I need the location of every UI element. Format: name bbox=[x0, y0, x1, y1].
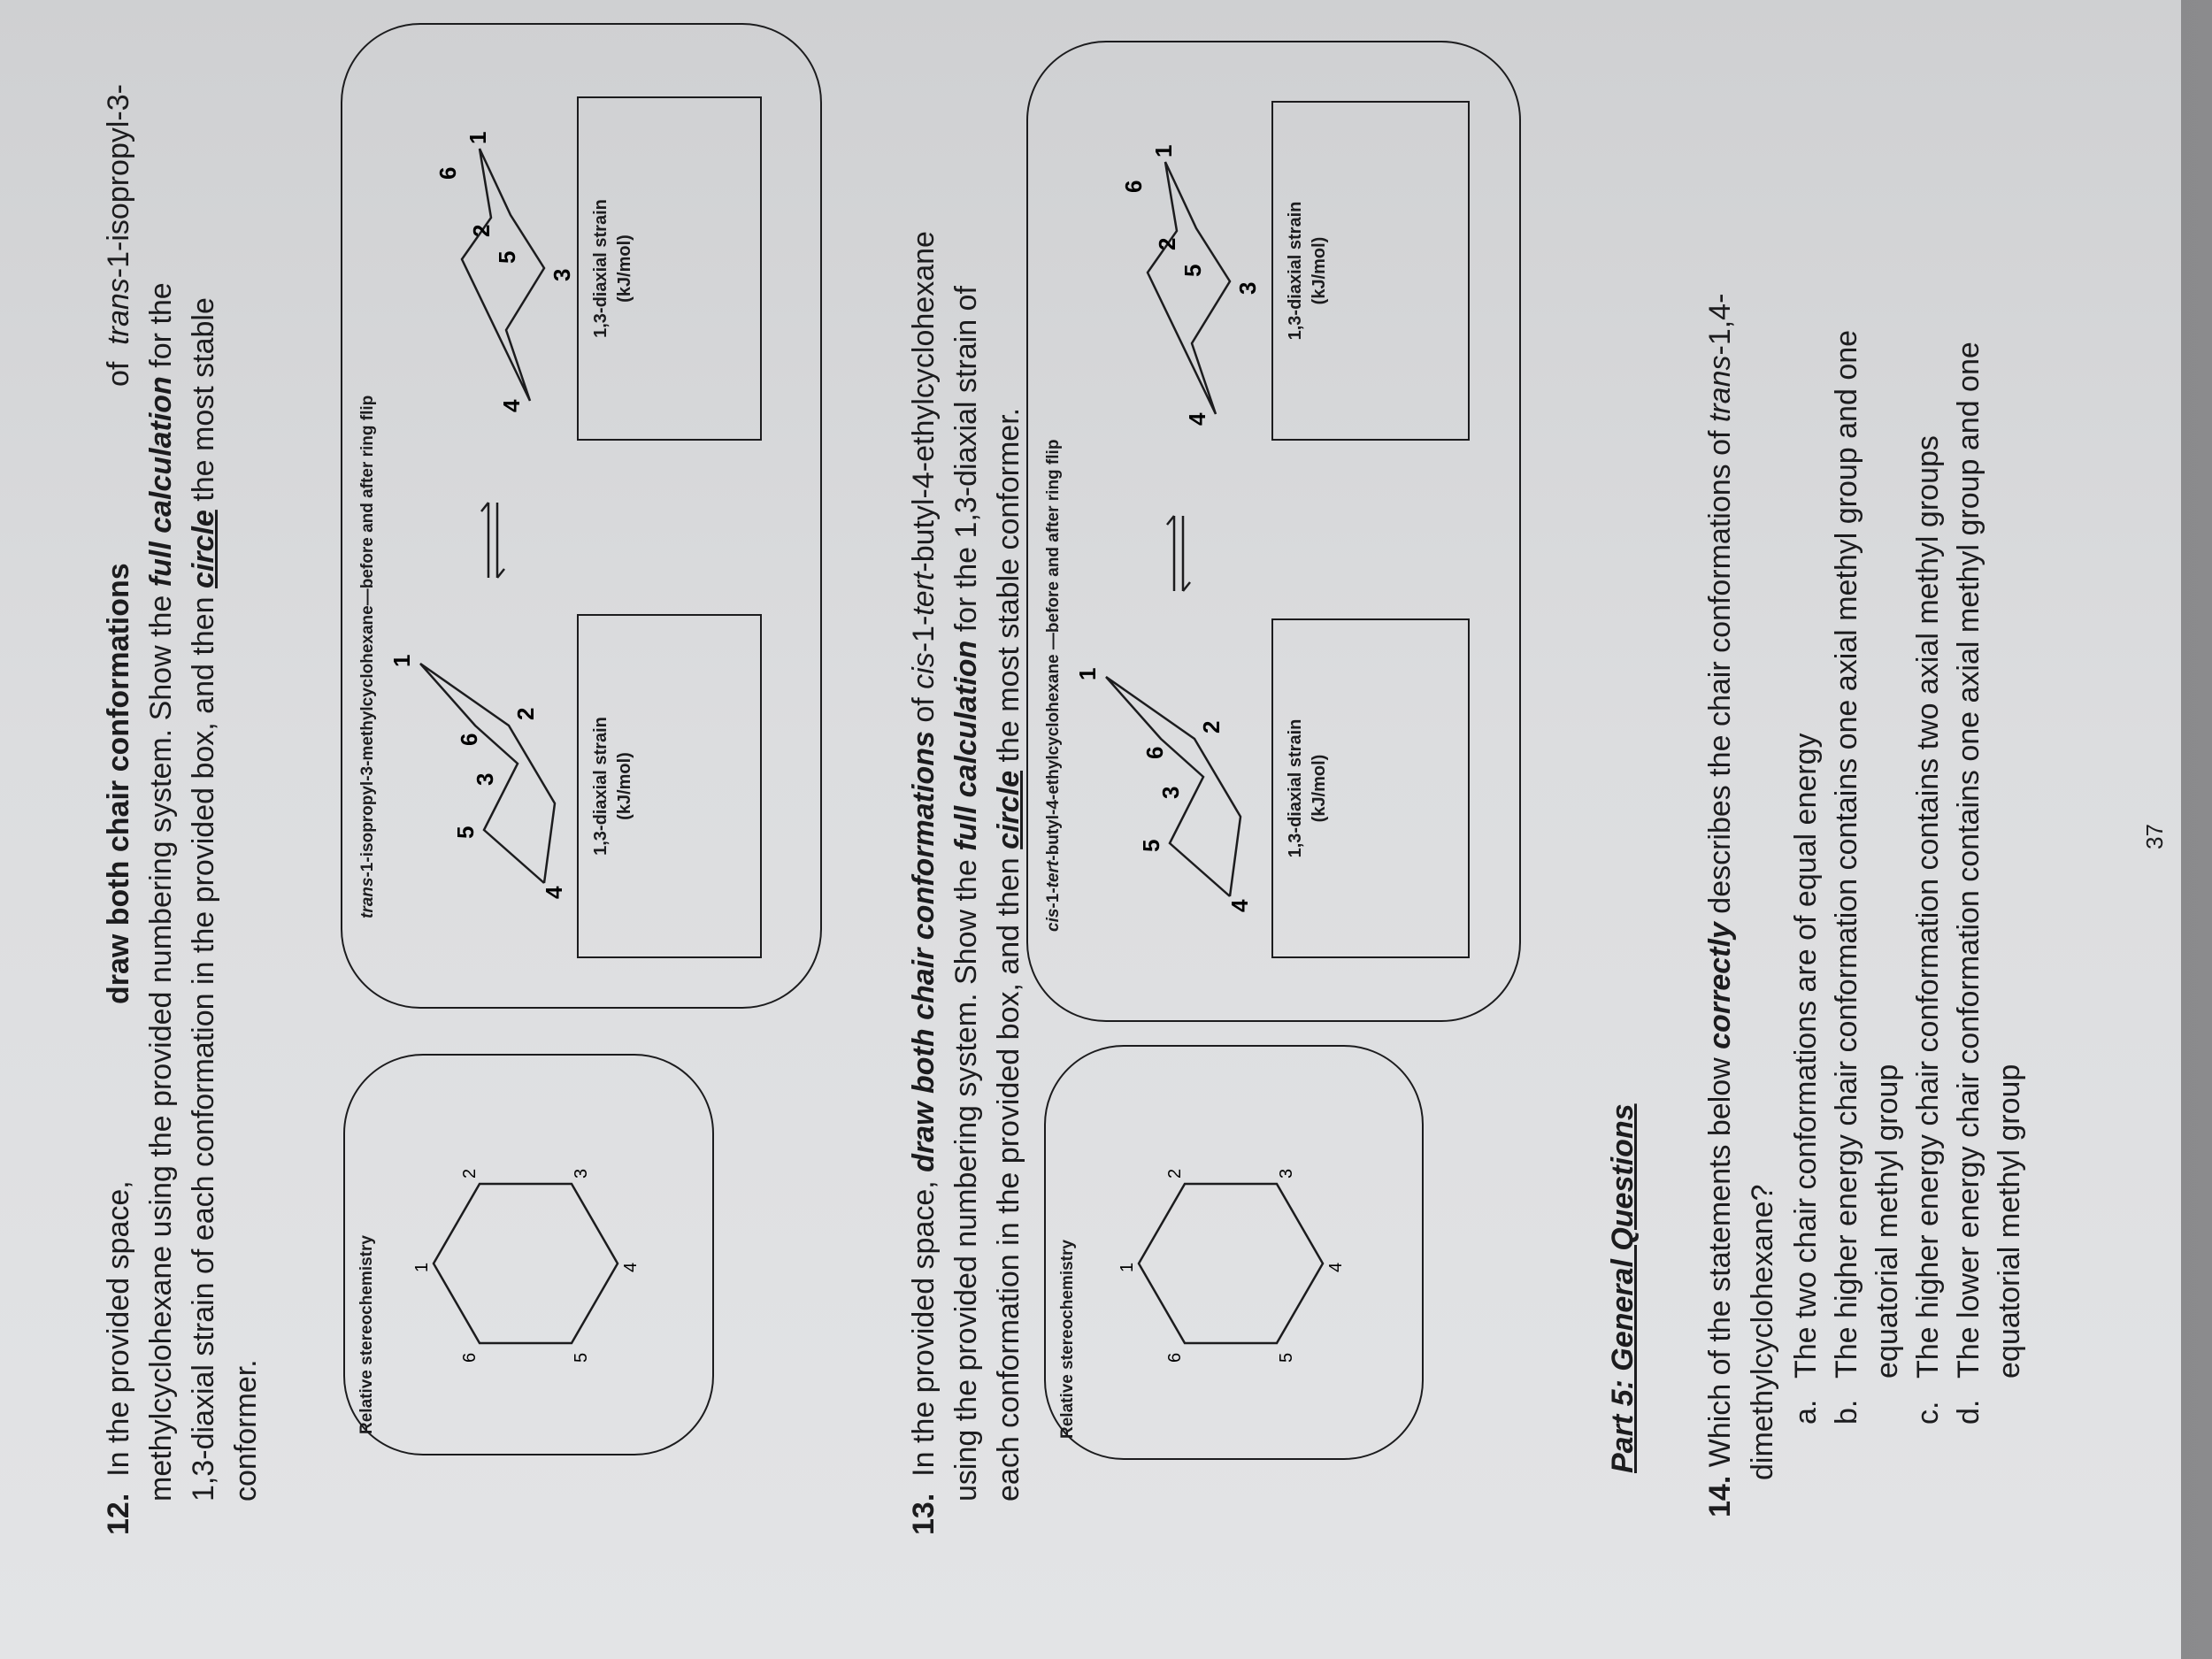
q13-chair-left-3: 3 bbox=[1157, 786, 1184, 799]
q12-line3-b: the most stable bbox=[187, 297, 220, 502]
q12-chair-left-6: 6 bbox=[456, 733, 482, 746]
q12-chair-right-4: 4 bbox=[498, 399, 525, 412]
q12-chair-left-2: 2 bbox=[512, 707, 539, 720]
q12-chair-left-4: 4 bbox=[541, 886, 567, 899]
q12-chair-right-3: 3 bbox=[549, 268, 575, 281]
q12-relative-stereo-box bbox=[343, 1054, 714, 1455]
q13-chair-right-3: 3 bbox=[1234, 281, 1261, 295]
q13-hex-label-4: 4 bbox=[1326, 1262, 1346, 1272]
q12-chair-right-1: 1 bbox=[465, 131, 491, 144]
q14-line2: dimethylcyclohexane? bbox=[1746, 1184, 1779, 1480]
q13-chair-left-4: 4 bbox=[1226, 899, 1253, 912]
q12-line1-a: In the provided space, bbox=[102, 1180, 135, 1477]
page-number: 37 bbox=[2141, 824, 2168, 849]
q13-chair-right-4: 4 bbox=[1184, 412, 1210, 426]
q13-strain-box-right[interactable] bbox=[1271, 101, 1470, 441]
q12-hexagon bbox=[411, 1148, 641, 1379]
q13-number: 13. bbox=[907, 1493, 941, 1535]
q13-chair-left-1: 1 bbox=[1074, 667, 1101, 680]
q13-chair-left bbox=[1074, 668, 1253, 912]
q13-line2-bold: full calculation bbox=[949, 640, 983, 851]
q12-chair-drawings bbox=[387, 104, 590, 918]
q14-number: 14. bbox=[1703, 1475, 1737, 1517]
q12-line3-circle: circle bbox=[187, 510, 220, 589]
q13-relative-stereo-box bbox=[1044, 1045, 1424, 1460]
q12-line3-a: 1,3-diaxial strain of each conformation in the provided box, and then bbox=[187, 596, 220, 1502]
q12-text bbox=[97, 84, 267, 1535]
q12-chair-right-6: 6 bbox=[434, 166, 461, 180]
q13-text: 13. In the provided space, draw both chair conformations of cis-1-tert-butyl-4-ethylcyclohexane using the provided numbering system. Show the full calculation for the 1,3-diaxial strain of each conformation in the provided box, and then circle the most stable conformer. bbox=[907, 231, 1025, 1535]
q13-strain-box-left-label: 1,3-diaxial strain (kJ/mol) bbox=[1286, 718, 1329, 858]
q12-chair-left-5: 5 bbox=[452, 826, 479, 839]
q12-rel-title: Relative stereochemistry bbox=[357, 1235, 376, 1434]
q13-chair-right-6: 6 bbox=[1120, 180, 1147, 193]
q12-line2-a: methylcyclohexane using the provided numbering system. Show the bbox=[144, 595, 178, 1502]
q12-chair-left-3: 3 bbox=[472, 772, 498, 786]
q12-line2-bold: full calculation bbox=[144, 376, 178, 588]
q14-option-b[interactable]: b. The higher energy chair conformation contains one axial methyl group and one equatorial methyl group bbox=[1830, 329, 1904, 1425]
q12-strain-box-right-label: 1,3-diaxial strain (kJ/mol) bbox=[591, 199, 634, 338]
q12-hex-label-3: 3 bbox=[572, 1168, 591, 1179]
q13-chair-right-2: 2 bbox=[1154, 237, 1180, 250]
q13-line3-circle: circle bbox=[992, 770, 1025, 849]
q13-line1-bold: draw both chair conformations bbox=[907, 731, 941, 1172]
q12-chair-right-2: 2 bbox=[468, 224, 495, 237]
q14-line1-bold: correctly bbox=[1703, 922, 1737, 1049]
q13-hex-label-3: 3 bbox=[1277, 1168, 1296, 1179]
q13-chair-left-2: 2 bbox=[1198, 720, 1225, 733]
q14-option-c[interactable]: c. The higher energy chair conformation contains two axial methyl groups bbox=[1911, 435, 1945, 1425]
q12-panel-title: trans-1-isopropyl-3-methylcyclohexane—before and after ring flip bbox=[358, 395, 377, 918]
q12-line1-b: of bbox=[102, 361, 135, 388]
q12-ring-flip-panel bbox=[341, 23, 822, 1009]
q12-strain-box-right[interactable] bbox=[577, 96, 762, 441]
q13-panel-title: cis-1-tert-butyl-4-ethylcyclohexane —before and after ring flip bbox=[1044, 439, 1063, 932]
q13-ring-flip-panel bbox=[1026, 41, 1521, 1022]
q13-hex-label-5: 5 bbox=[1277, 1352, 1296, 1363]
q13-chair-left-5: 5 bbox=[1138, 839, 1164, 852]
q12-chair-right-5: 5 bbox=[494, 250, 520, 264]
q12-strain-box-left-label: 1,3-diaxial strain (kJ/mol) bbox=[591, 717, 634, 856]
q12-chair-left-1: 1 bbox=[388, 654, 415, 667]
q12-hex-label-5: 5 bbox=[572, 1352, 591, 1363]
q12-hex-label-1: 1 bbox=[412, 1262, 432, 1272]
q12-chair-left bbox=[388, 655, 567, 899]
q14-option-d[interactable]: d. The lower energy chair conformation contains one axial methyl group and one equatorial methyl group bbox=[1952, 342, 2026, 1425]
q12-hex-label-2: 2 bbox=[460, 1168, 480, 1179]
q12-line1-italic: trans bbox=[102, 278, 135, 345]
q13-chair-right bbox=[1120, 145, 1261, 426]
q13-equilibrium-arrows bbox=[1167, 516, 1190, 591]
q12-line1-bold: draw both chair conformations bbox=[102, 563, 135, 1005]
q12-equilibrium-arrows bbox=[481, 503, 504, 578]
q12-line2-b: for the bbox=[144, 282, 178, 368]
q13-strain-box-right-label: 1,3-diaxial strain (kJ/mol) bbox=[1286, 201, 1329, 341]
q14-text: 14. Which of the statements below correctly describes the chair conformations of trans-1,4- dimethylcyclohexane? a. The two chair conformations are of equal energy b. The higher energy chair conformation contains one axial methyl group and one equatorial methyl group c. The higher energy chair conformation contains two axial methyl groups d. The lower energy chair conformation contains one axial methyl group and one equatorial methyl group bbox=[1699, 31, 2030, 1517]
q13-hex-label-6: 6 bbox=[1165, 1352, 1185, 1363]
q12-number: 12. bbox=[102, 1493, 135, 1535]
q13-rel-title: Relative stereochemistry bbox=[1058, 1240, 1077, 1439]
q13-hex-label-1: 1 bbox=[1118, 1262, 1137, 1272]
q14-option-a[interactable]: a. The two chair conformations are of equal energy bbox=[1789, 733, 1823, 1425]
part5-heading: Part 5: General Questions bbox=[1606, 1103, 1640, 1473]
q13-chair-drawings bbox=[1072, 118, 1276, 932]
q13-chair-right-1: 1 bbox=[1150, 144, 1177, 157]
q12-line1-c: -1-isopropyl-3- bbox=[102, 84, 135, 279]
q13-chair-right-5: 5 bbox=[1179, 264, 1206, 277]
q13-hex-label-2: 2 bbox=[1165, 1168, 1185, 1179]
q12-chair-right bbox=[434, 132, 575, 412]
q12-line4: conformer. bbox=[229, 1359, 263, 1502]
q12-hex-label-6: 6 bbox=[460, 1352, 480, 1363]
q13-strain-box-left[interactable] bbox=[1271, 618, 1470, 958]
q13-chair-left-6: 6 bbox=[1141, 746, 1168, 759]
q13-hexagon bbox=[1117, 1148, 1347, 1379]
q12-strain-box-left[interactable] bbox=[577, 614, 762, 958]
q12-hex-label-4: 4 bbox=[621, 1262, 641, 1272]
